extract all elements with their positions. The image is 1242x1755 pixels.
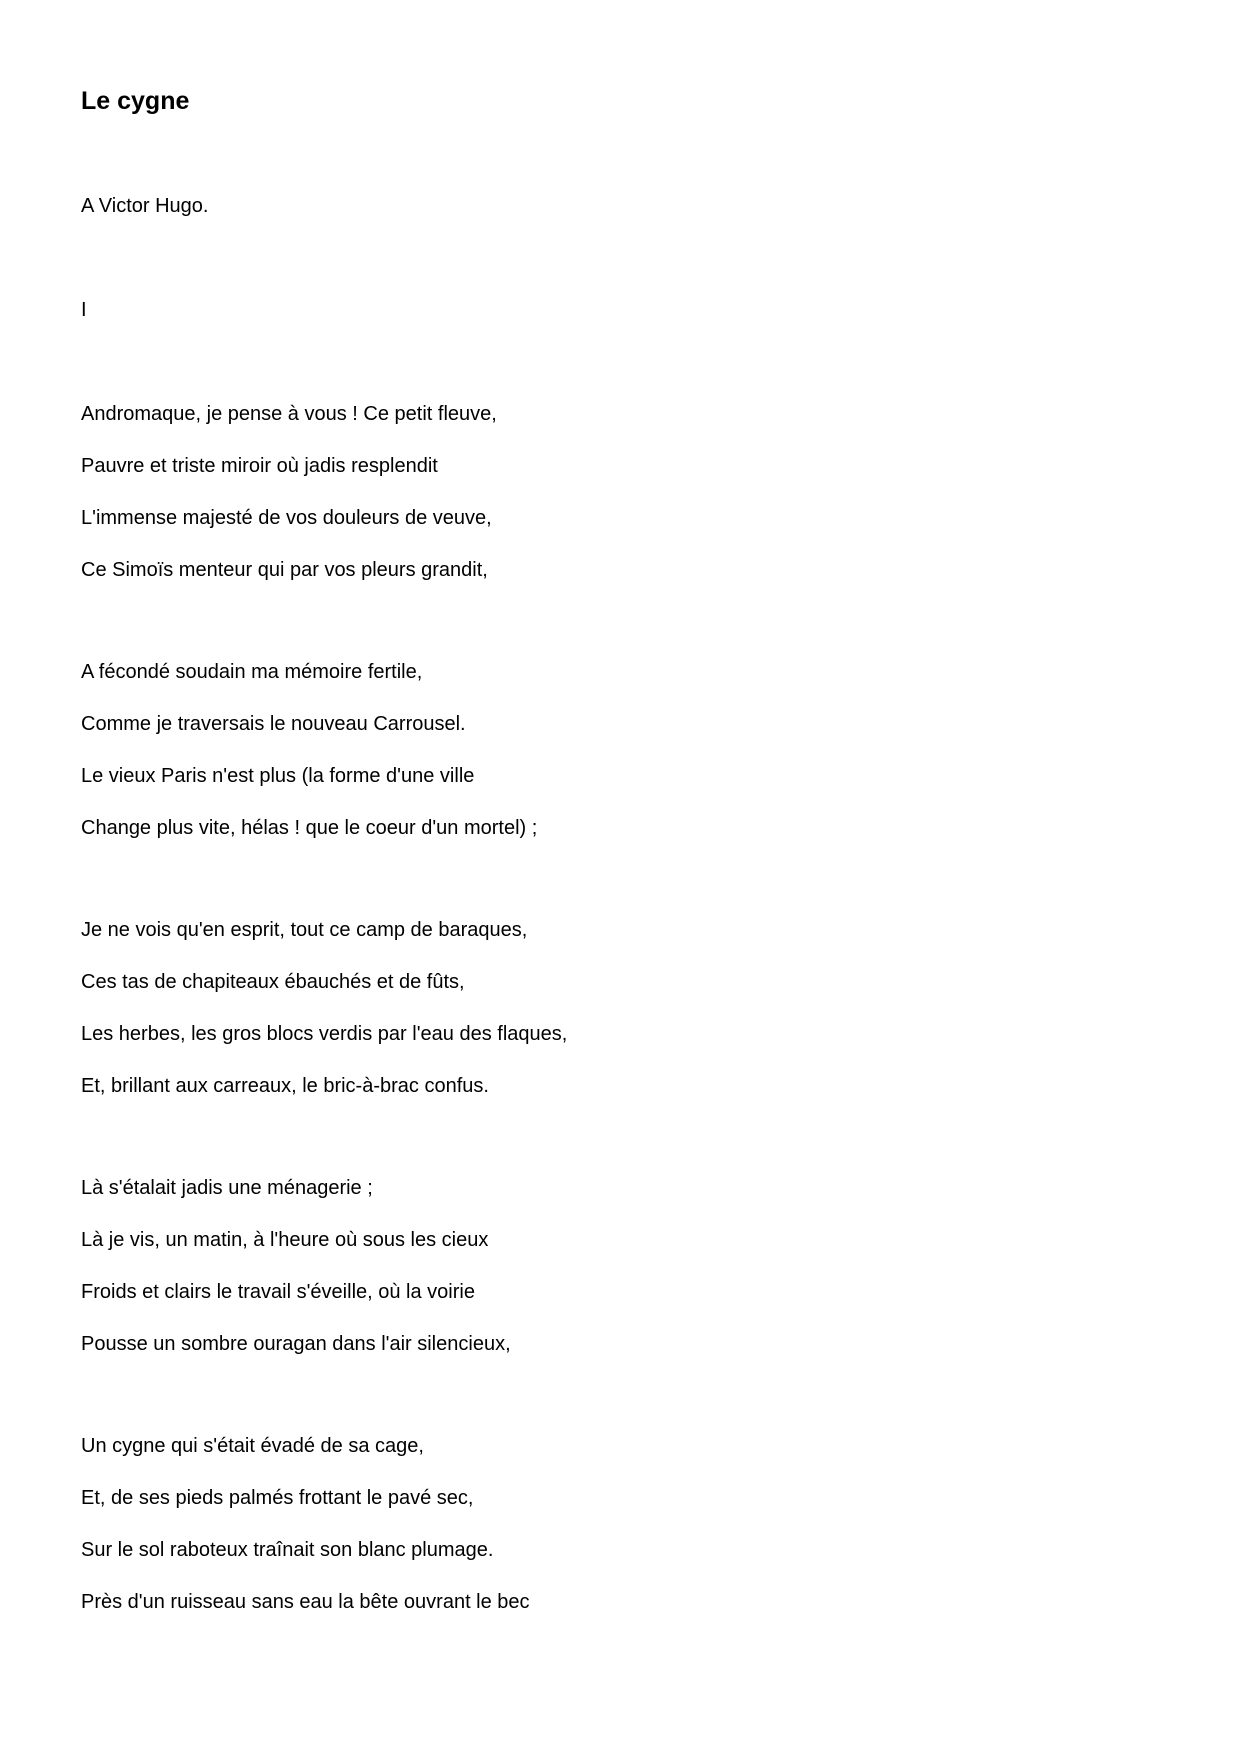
poem-title: Le cygne [81, 87, 190, 115]
verse-line: Pauvre et triste miroir où jadis resplendit [81, 455, 438, 477]
verse-line: Comme je traversais le nouveau Carrousel. [81, 713, 466, 735]
verse-line: L'immense majesté de vos douleurs de veuve, [81, 507, 492, 529]
verse-line: Andromaque, je pense à vous ! Ce petit fleuve, [81, 403, 497, 425]
verse-line: Là je vis, un matin, à l'heure où sous les cieux [81, 1229, 489, 1251]
dedication: A Victor Hugo. [81, 195, 209, 217]
verse-line: Et, brillant aux carreaux, le bric-à-brac confus. [81, 1075, 489, 1097]
verse-line: Froids et clairs le travail s'éveille, où la voirie [81, 1281, 475, 1303]
verse-line: Ce Simoïs menteur qui par vos pleurs grandit, [81, 559, 488, 581]
verse-line: Et, de ses pieds palmés frottant le pavé sec, [81, 1487, 474, 1509]
verse-line: Près d'un ruisseau sans eau la bête ouvrant le bec [81, 1591, 530, 1613]
verse-line: A fécondé soudain ma mémoire fertile, [81, 661, 423, 683]
verse-line: Un cygne qui s'était évadé de sa cage, [81, 1435, 424, 1457]
verse-line: Le vieux Paris n'est plus (la forme d'une ville [81, 765, 475, 787]
verse-line: Ces tas de chapiteaux ébauchés et de fûts, [81, 971, 465, 993]
verse-line: Je ne vois qu'en esprit, tout ce camp de baraques, [81, 919, 528, 941]
section-number: I [81, 299, 87, 321]
verse-line: Sur le sol raboteux traînait son blanc plumage. [81, 1539, 494, 1561]
verse-line: Là s'étalait jadis une ménagerie ; [81, 1177, 373, 1199]
verse-line: Les herbes, les gros blocs verdis par l'eau des flaques, [81, 1023, 568, 1045]
verse-line: Pousse un sombre ouragan dans l'air silencieux, [81, 1333, 511, 1355]
verse-line: Change plus vite, hélas ! que le coeur d'un mortel) ; [81, 817, 538, 839]
